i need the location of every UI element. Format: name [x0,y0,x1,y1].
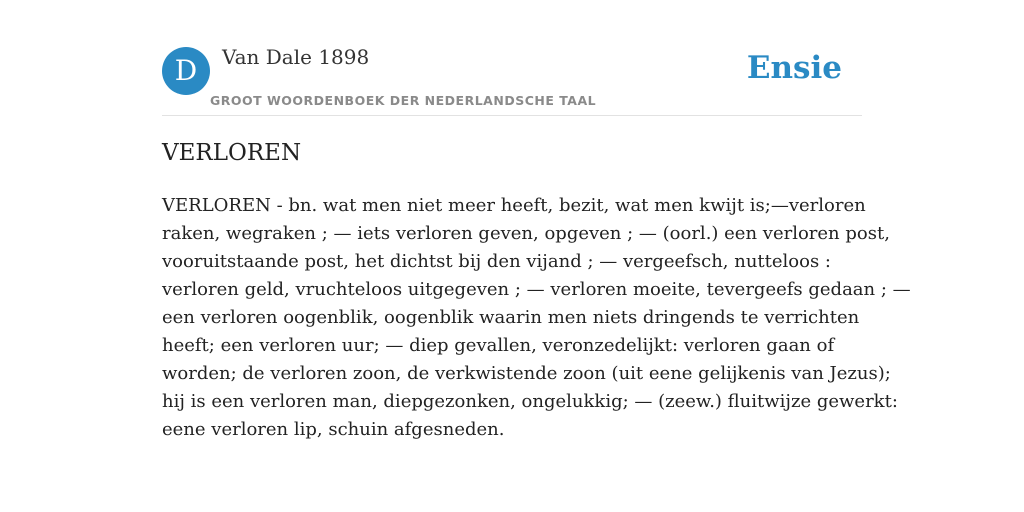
definition-line: worden; de verloren zoon, de verkwistende zoon (uit eene gelijkenis van Jezus); [162,363,891,384]
definition-line: raken, wegraken ; — iets verloren geven, opgeven ; — (oorl.) een verloren post, [162,223,890,244]
source-subtitle: GROOT WOORDENBOEK DER NEDERLANDSCHE TAAL [210,93,597,108]
definition-line: heeft; een verloren uur; — diep gevallen, veronzedelijkt: verloren gaan of [162,335,835,356]
definition-line: een verloren oogenblik, oogenblik waarin men niets dringends te verrichten [162,307,860,328]
definition-line: vooruitstaande post, het dichtst bij den vijand ; — vergeefsch, nutteloos : [162,251,831,272]
definition-line: verloren geld, vruchteloos uitgegeven ; — verloren moeite, tevergeefs gedaan ; — [162,279,911,300]
entry-headword: VERLOREN [162,140,302,166]
brand-logo[interactable]: Ensie [746,50,842,86]
source-title[interactable]: Van Dale 1898 [222,45,370,69]
definition-line: eene verloren lip, schuin afgesneden. [162,419,505,440]
header-divider [162,115,862,116]
definition-line: VERLOREN - bn. wat men niet meer heeft, bezit, wat men kwijt is;—verloren [162,195,866,216]
entry-definition [162,192,911,444]
source-avatar[interactable]: D [162,47,210,95]
definition-line: hij is een verloren man, diepgezonken, ongelukkig; — (zeew.) fluitwijze gewerkt: [162,391,898,412]
dictionary-card [162,0,911,512]
